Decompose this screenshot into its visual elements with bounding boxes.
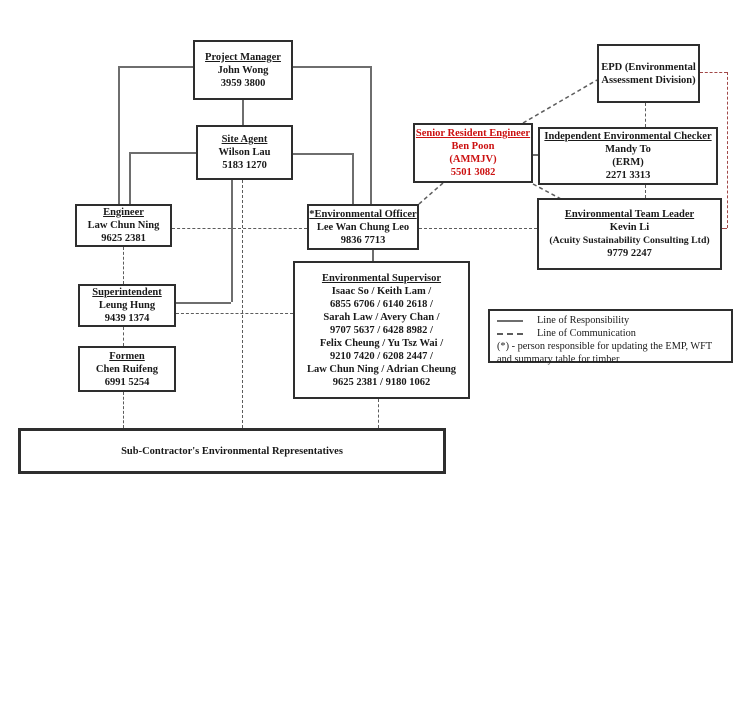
person-name: Chen Ruifeng — [95, 363, 159, 375]
legend-communication-row — [497, 328, 724, 341]
environmental-officer-box — [307, 204, 419, 250]
person-name: Leung Hung — [98, 300, 156, 311]
phone-number: 9779 2247 — [607, 248, 652, 259]
project-manager-box — [193, 40, 293, 100]
box-title: Senior Resident Engineer — [415, 128, 531, 139]
person-names: Sarah Law / Avery Chan / — [323, 311, 440, 323]
person-name: Mandy To — [605, 144, 651, 155]
person-name: John Wong — [217, 64, 269, 76]
legend-box — [488, 309, 733, 363]
box-title: Environmental Supervisor — [321, 272, 442, 284]
box-title: Sub-Contractor's Environmental Representatives — [121, 445, 343, 457]
epd-box — [597, 44, 700, 103]
phone-number: 5183 1270 — [222, 160, 267, 171]
phone-number: 9625 2381 — [101, 233, 146, 244]
comm-sre-envofficer-diagonal — [419, 183, 443, 204]
phone-number: 3959 3800 — [220, 77, 266, 89]
comm-sre-etl-diagonal — [533, 184, 561, 199]
phone-number: 5501 3082 — [450, 167, 496, 178]
person-name: Lee Wan Chung Leo — [316, 221, 410, 233]
box-title: Formen — [109, 350, 145, 362]
phone-number: 2271 3313 — [605, 170, 651, 181]
company-name: (ERM) — [612, 157, 644, 168]
person-name: Kevin Li — [609, 222, 650, 233]
org-name-line1: EPD (Environmental — [601, 61, 696, 73]
environmental-supervisor-box — [293, 261, 470, 399]
legend-communication-label: Line of Communication — [537, 327, 636, 339]
company-name: (AMMJV) — [449, 154, 497, 165]
legend-responsibility-label: Line of Responsibility — [537, 315, 630, 326]
box-title: Superintendent — [92, 287, 162, 298]
solid-line-swatch — [497, 320, 523, 322]
box-title: *Environmental Officer — [309, 208, 417, 220]
superintendent-box — [78, 284, 176, 327]
phone-numbers: 9210 7420 / 6208 2447 / — [330, 350, 433, 362]
phone-numbers: 6855 6706 / 6140 2618 / — [330, 298, 433, 310]
dashed-line-swatch — [497, 333, 523, 335]
sub-contractor-box — [18, 428, 446, 474]
comm-sre-epd-diagonal — [523, 80, 597, 123]
legend-responsibility-row — [497, 315, 724, 328]
site-agent-box — [196, 125, 293, 180]
environmental-team-leader-box — [537, 198, 722, 270]
company-name: (Acuity Sustainability Consulting Ltd) — [549, 235, 710, 246]
box-title: Site Agent — [221, 134, 268, 145]
org-name-line2: Assessment Division) — [601, 74, 696, 86]
phone-number: 9439 1374 — [104, 313, 150, 324]
formen-box — [78, 346, 176, 392]
person-name: Law Chun Ning — [87, 220, 160, 231]
senior-resident-engineer-box — [413, 123, 533, 183]
phone-numbers: 9707 5637 / 6428 8982 / — [330, 324, 433, 336]
person-names: Felix Cheung / Yu Tsz Wai / — [319, 337, 444, 349]
engineer-box — [75, 204, 172, 247]
person-name: Ben Poon — [451, 141, 495, 152]
person-names: Law Chun Ning / Adrian Cheung — [306, 363, 457, 375]
box-title: Project Manager — [205, 51, 281, 63]
phone-number: 9836 7713 — [340, 234, 386, 246]
box-title: Independent Environmental Checker — [544, 131, 712, 142]
legend-note: (*) - person responsible for updating the EMP, WFT and summary table for timber — [497, 341, 712, 365]
independent-environmental-checker-box — [538, 127, 718, 185]
box-title: Engineer — [103, 207, 144, 218]
phone-number: 6991 5254 — [104, 376, 150, 388]
person-names: Isaac So / Keith Lam / — [331, 285, 432, 297]
person-name: Wilson Lau — [218, 147, 271, 158]
phone-numbers: 9625 2381 / 9180 1062 — [332, 376, 431, 388]
box-title: Environmental Team Leader — [564, 209, 695, 220]
